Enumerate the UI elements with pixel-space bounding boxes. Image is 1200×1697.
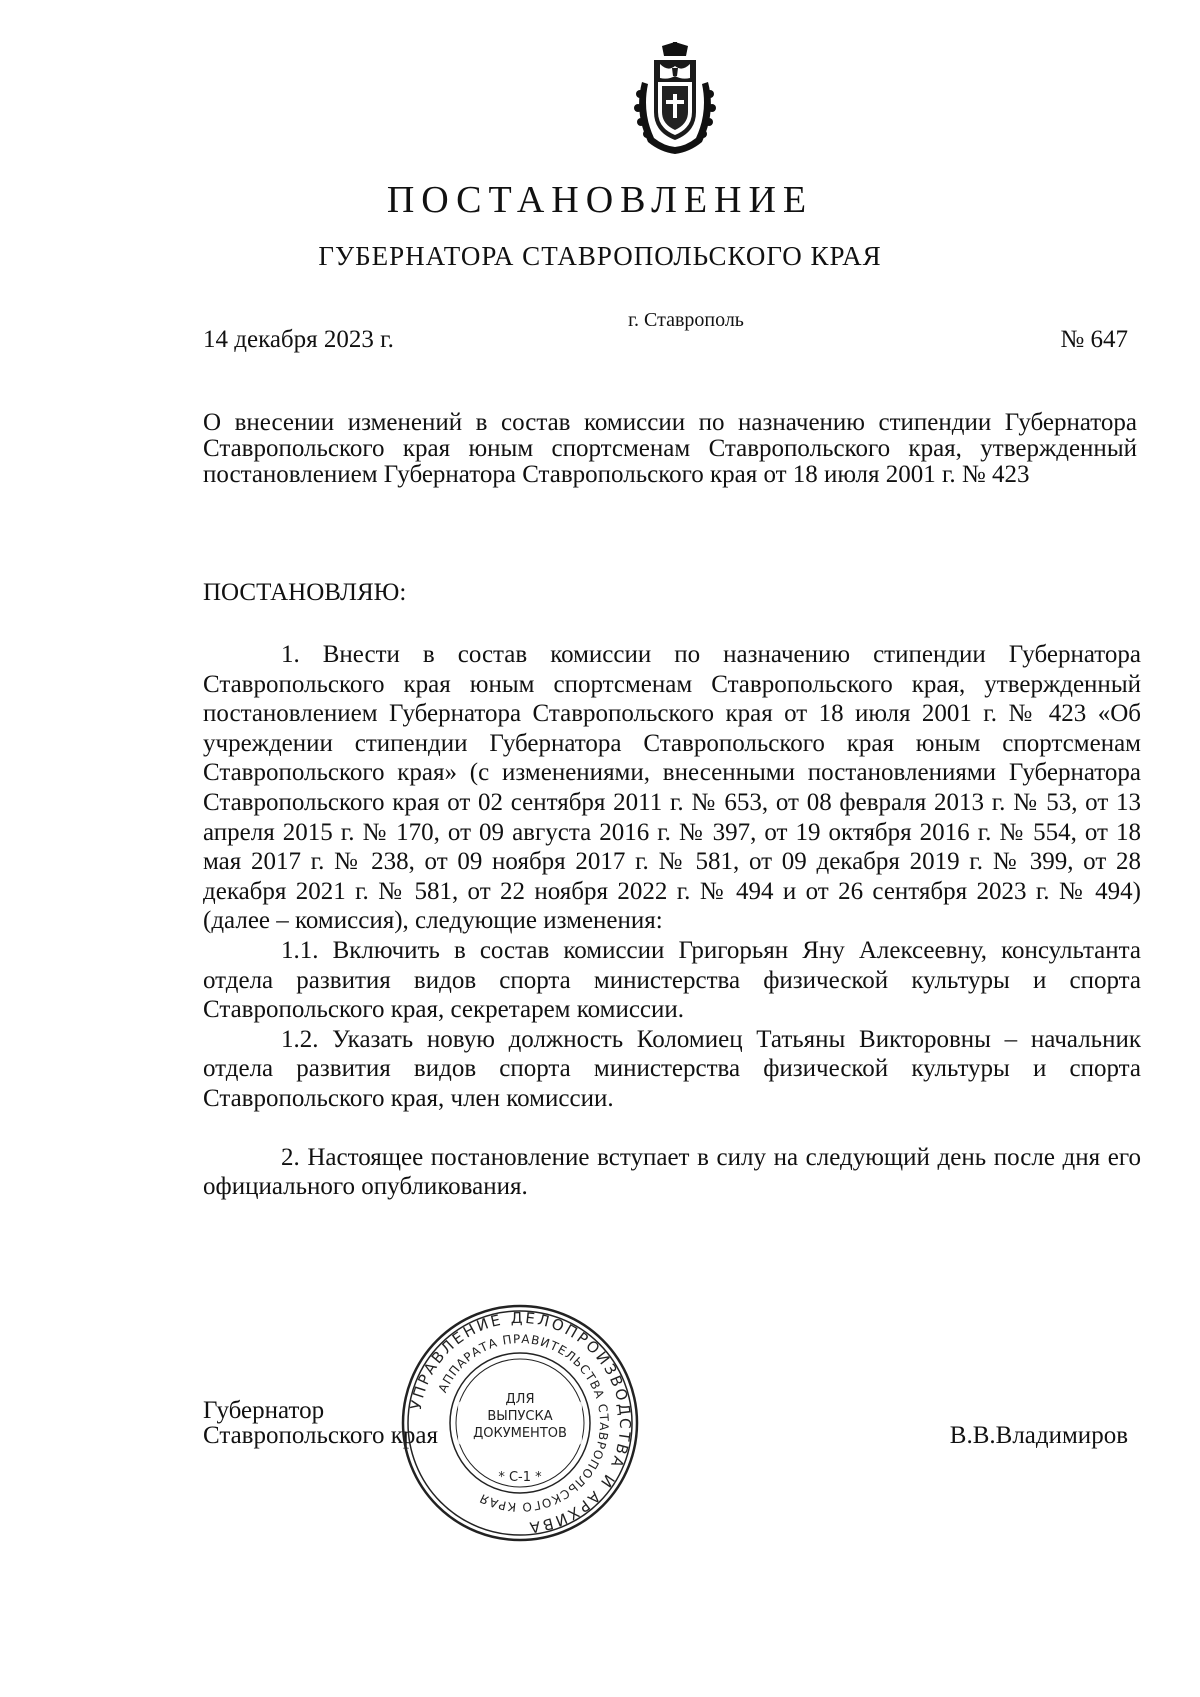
issuing-authority: ГУБЕРНАТОРА СТАВРОПОЛЬСКОГО КРАЯ (318, 241, 882, 271)
document-body (203, 640, 1141, 1202)
document-type: ПОСТАНОВЛЕНИЕ (386, 179, 814, 221)
coat-of-arms-icon (632, 42, 718, 156)
stamp-center-line-1: ДЛЯ (505, 1392, 535, 1407)
stamp-center-line-3: ДОКУМЕНТОВ (473, 1426, 567, 1441)
paragraph-1-1: 1.1. Включить в состав комиссии Григорьян Яну Алексеевну, консультанта отдела развития видов спорта министерства физической культуры и спорта Ставропольского края, секретарем комиссии. (203, 936, 1141, 1024)
decree-word: ПОСТАНОВЛЯЮ: (203, 579, 407, 606)
document-city: г. Ставрополь (628, 309, 744, 331)
stamp-inner-ring-text: АППАРАТА ПРАВИТЕЛЬСТВА СТАВРОПОЛЬСКОГО КРАЯ (435, 1331, 612, 1515)
signatory-title-line-1: Губернатор (203, 1397, 325, 1424)
paragraph-1-2: 1.2. Указать новую должность Коломиец Татьяны Викторовны – начальник отдела развития видов спорта министерства физической культуры и спорта Ставропольского края, член комиссии. (203, 1025, 1141, 1112)
document-subject: О внесении изменений в состав комиссии по назначению стипендии Губернатора Ставропольского края юным спортсменам Ставропольского края, утвержденный постановлением Губернатора Ставропольского края от 18 июля 2001 г. № 423 (203, 409, 1137, 488)
document-number: № 647 (1060, 326, 1128, 353)
signatory-name: В.В.Владимиров (949, 1422, 1128, 1449)
paragraph-2: 2. Настоящее постановление вступает в силу на следующий день после дня его официального опубликования. (203, 1143, 1141, 1201)
official-stamp (400, 1303, 640, 1543)
stamp-center-line-2: ВЫПУСКА (487, 1409, 553, 1424)
document-date: 14 декабря 2023 г. (203, 326, 394, 353)
signatory-title-line-2: Ставропольского края (203, 1422, 438, 1449)
stamp-code: * С-1 * (498, 1470, 542, 1485)
stamp-outer-ring-text: УПРАВЛЕНИЕ ДЕЛОПРОИЗВОДСТВА И АРХИВА (406, 1308, 635, 1537)
paragraph-1: 1. Внести в состав комиссии по назначению стипендии Губернатора Ставропольского края юным спортсменам Ставропольского края, утвержденный постановлением Губернатора Ставропольского края от 18 июля 2001 г. № 423 «Об учреждении стипендии Губернатора Ставропольского края юным спортсменам Ставропольского края» (с изменениями, внесенными постановлениями Губернатора Ставропольского края от 02 сентября 2011 г. № 653, от 08 февраля 2013 г. № 53, от 13 апреля 2015 г. № 170, от 09 августа 2016 г. № 397, от 19 октября 2016 г. № 554, от 18 мая 2017 г. № 238, от 09 ноября 2017 г. № 581, от 09 декабря 2019 г. № 399, от 28 декабря 2021 г. № 581, от 22 ноября 2022 г. № 494 и от 26 сентября 2023 г. № 494) (далее – комиссия), следующие изменения: (203, 641, 1141, 935)
